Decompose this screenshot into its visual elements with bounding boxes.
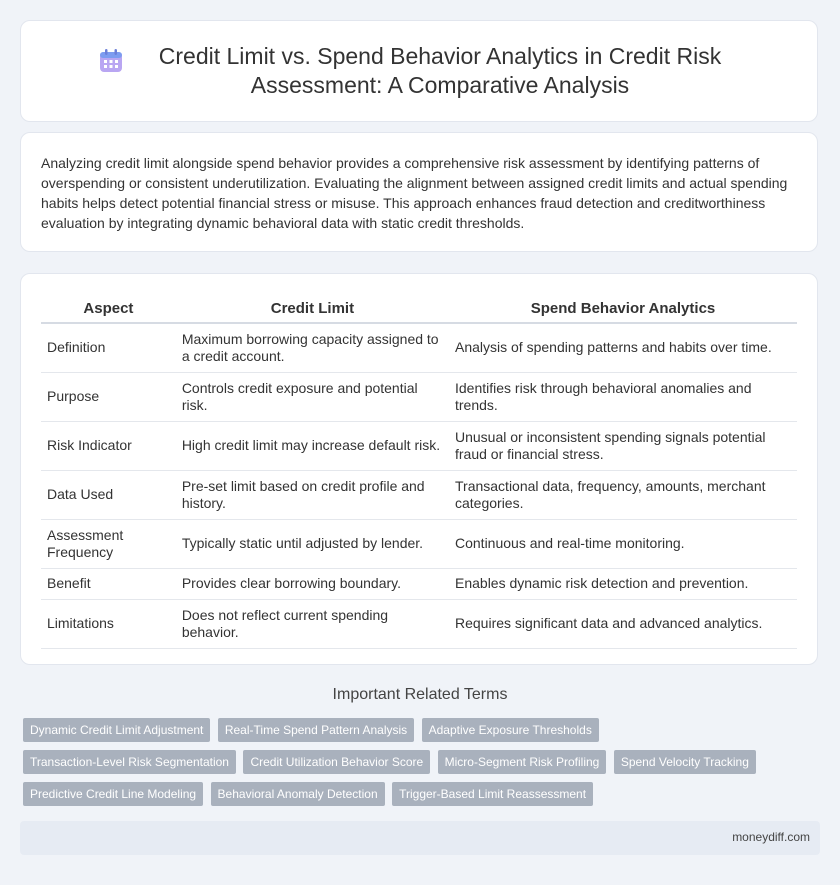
row-aspect: Assessment Frequency	[41, 519, 176, 568]
row-aspect: Data Used	[41, 470, 176, 519]
header-credit-limit: Credit Limit	[176, 296, 449, 323]
row-aspect: Benefit	[41, 568, 176, 599]
row-spend-behavior: Transactional data, frequency, amounts, merchant categories.	[449, 470, 797, 519]
related-term-tag[interactable]: Predictive Credit Line Modeling	[23, 782, 203, 806]
comparison-card	[20, 273, 818, 665]
row-spend-behavior: Unusual or inconsistent spending signals potential fraud or financial stress.	[449, 421, 797, 470]
related-term-tag[interactable]: Credit Utilization Behavior Score	[243, 750, 430, 774]
row-spend-behavior: Requires significant data and advanced analytics.	[449, 599, 797, 648]
row-spend-behavior: Enables dynamic risk detection and prevention.	[449, 568, 797, 599]
row-credit-limit: Maximum borrowing capacity assigned to a credit account.	[176, 323, 449, 372]
header-spend-behavior: Spend Behavior Analytics	[449, 296, 797, 323]
related-term-tag[interactable]: Transaction-Level Risk Segmentation	[23, 750, 236, 774]
related-terms-title: Important Related Terms	[332, 686, 508, 703]
calendar-icon	[98, 48, 124, 79]
title-card	[20, 20, 818, 122]
row-credit-limit: High credit limit may increase default risk.	[176, 421, 449, 470]
related-term-tag[interactable]: Micro-Segment Risk Profiling	[438, 750, 607, 774]
table-row	[41, 599, 797, 648]
row-credit-limit: Typically static until adjusted by lender.	[176, 519, 449, 568]
related-terms-list	[23, 718, 803, 814]
row-credit-limit: Does not reflect current spending behavior.	[176, 599, 449, 648]
intro-paragraph: Analyzing credit limit alongside spend behavior provides a comprehensive risk assessment by identifying patterns of overspending or consistent underutilization. Evaluating the alignment between assigned credit limits and actual spending habits helps detect potential financial stress or misuse. This approach enhances fraud detection and creditworthiness evaluation by integrating dynamic behavioral data with static credit thresholds.	[41, 155, 788, 231]
table-row	[41, 470, 797, 519]
table-row	[41, 519, 797, 568]
table-row	[41, 323, 797, 372]
table-header-row	[41, 296, 797, 323]
row-credit-limit: Provides clear borrowing boundary.	[176, 568, 449, 599]
intro-card	[20, 132, 818, 252]
footer	[20, 821, 820, 855]
table-row	[41, 421, 797, 470]
row-aspect: Limitations	[41, 599, 176, 648]
row-spend-behavior: Identifies risk through behavioral anomalies and trends.	[449, 372, 797, 421]
footer-site[interactable]: moneydiff.com	[732, 830, 810, 844]
related-term-tag[interactable]: Real-Time Spend Pattern Analysis	[218, 718, 414, 742]
related-term-tag[interactable]: Dynamic Credit Limit Adjustment	[23, 718, 210, 742]
row-credit-limit: Controls credit exposure and potential risk.	[176, 372, 449, 421]
related-term-tag[interactable]: Adaptive Exposure Thresholds	[422, 718, 599, 742]
related-term-tag[interactable]: Behavioral Anomaly Detection	[211, 782, 385, 806]
row-spend-behavior: Continuous and real-time monitoring.	[449, 519, 797, 568]
row-credit-limit: Pre-set limit based on credit profile and history.	[176, 470, 449, 519]
comparison-table	[41, 296, 797, 649]
page-title: Credit Limit vs. Spend Behavior Analytics in Credit Risk Assessment: A Comparative Analysis	[158, 43, 722, 98]
related-term-tag[interactable]: Spend Velocity Tracking	[614, 750, 756, 774]
row-aspect: Purpose	[41, 372, 176, 421]
related-term-tag[interactable]: Trigger-Based Limit Reassessment	[392, 782, 593, 806]
row-aspect: Definition	[41, 323, 176, 372]
table-row	[41, 372, 797, 421]
header-aspect: Aspect	[41, 296, 176, 323]
row-aspect: Risk Indicator	[41, 421, 176, 470]
table-row	[41, 568, 797, 599]
row-spend-behavior: Analysis of spending patterns and habits over time.	[449, 323, 797, 372]
